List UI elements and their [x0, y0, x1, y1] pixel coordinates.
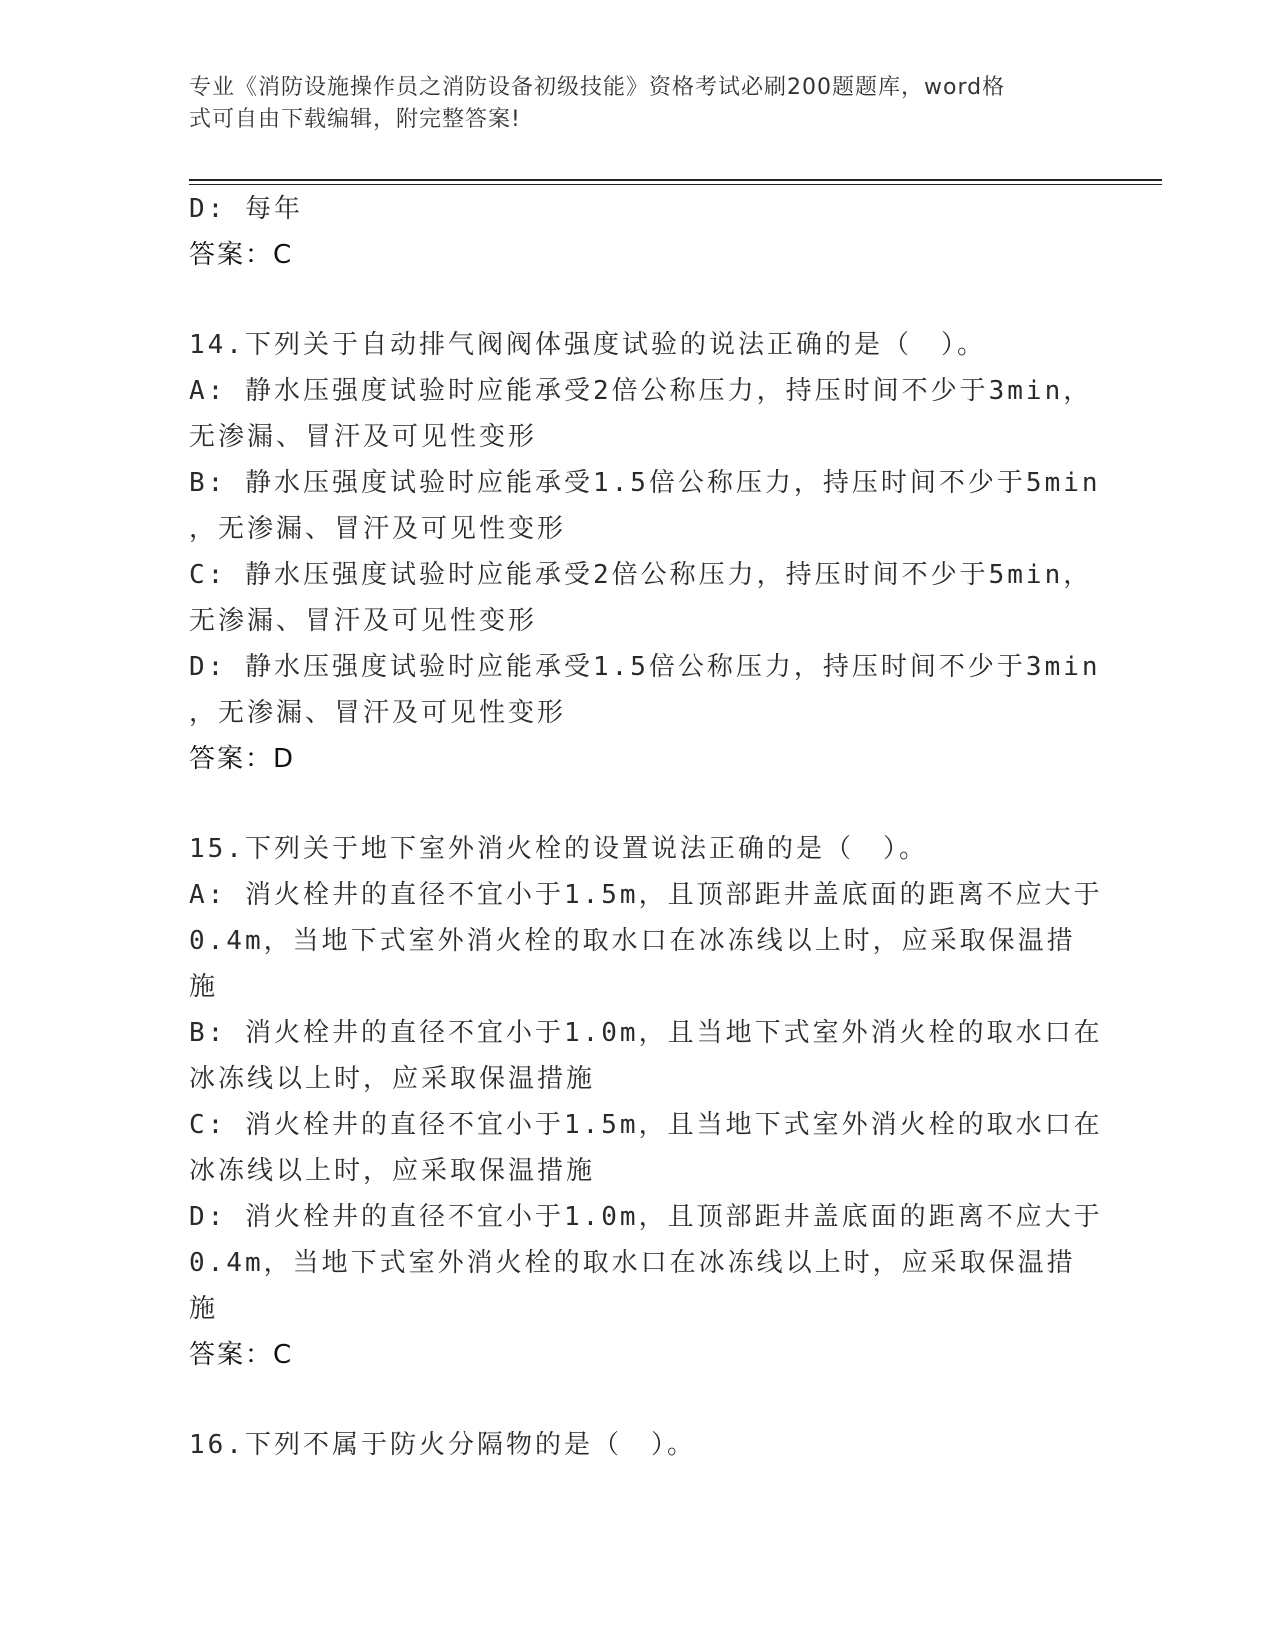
answer-line: 答案：D — [189, 744, 296, 774]
question-spacer — [189, 782, 1089, 826]
option-a-continued: 无渗漏、冒汗及可见性变形 — [189, 422, 538, 452]
question-spacer — [189, 278, 1089, 322]
question-15 — [189, 826, 1103, 1378]
header-divider-thin — [189, 184, 1162, 185]
option-d-continued: ，无渗漏、冒汗及可见性变形 — [189, 698, 567, 728]
option-d-continued-2: 施 — [189, 1294, 219, 1324]
question-stem: 16.下列不属于防火分隔物的是（ ）。 — [189, 1430, 696, 1460]
option-a-continued-2: 施 — [189, 972, 219, 1002]
option-a: A: 静水压强度试验时应能承受2倍公称压力，持压时间不少于3min， — [189, 376, 1093, 406]
answer-line: 答案：C — [189, 240, 294, 270]
option-a: A: 消火栓井的直径不宜小于1.5m，且顶部距井盖底面的距离不应大于 — [189, 880, 1103, 910]
option-c: C: 静水压强度试验时应能承受2倍公称压力，持压时间不少于5min， — [189, 560, 1093, 590]
option-c: C: 消火栓井的直径不宜小于1.5m，且当地下式室外消火栓的取水口在 — [189, 1110, 1103, 1140]
header-divider-thick — [189, 179, 1162, 181]
header-title-line-2: 式可自由下载编辑，附完整答案! — [189, 107, 521, 132]
option-d: D: 每年 — [189, 194, 303, 224]
question-stem: 14.下列关于自动排气阀阀体强度试验的说法正确的是（ ）。 — [189, 330, 986, 360]
option-c-continued: 冰冻线以上时，应采取保温措施 — [189, 1156, 596, 1186]
option-b-continued: ，无渗漏、冒汗及可见性变形 — [189, 514, 567, 544]
previous-question-tail — [189, 186, 1089, 278]
option-a-continued: 0.4m，当地下式室外消火栓的取水口在冰冻线以上时，应采取保温措 — [189, 926, 1076, 956]
question-spacer — [189, 1378, 1089, 1422]
option-c-continued: 无渗漏、冒汗及可见性变形 — [189, 606, 538, 636]
question-16 — [189, 1422, 1089, 1468]
option-d: D: 消火栓井的直径不宜小于1.0m，且顶部距井盖底面的距离不应大于 — [189, 1202, 1103, 1232]
question-stem: 15.下列关于地下室外消火栓的设置说法正确的是（ ）。 — [189, 834, 928, 864]
option-d-continued: 0.4m，当地下式室外消火栓的取水口在冰冻线以上时，应采取保温措 — [189, 1248, 1076, 1278]
option-b-continued: 冰冻线以上时，应采取保温措施 — [189, 1064, 596, 1094]
question-14 — [189, 322, 1101, 782]
document-header — [189, 72, 1089, 136]
option-d: D: 静水压强度试验时应能承受1.5倍公称压力，持压时间不少于3min — [189, 652, 1101, 682]
option-b: B: 消火栓井的直径不宜小于1.0m，且当地下式室外消火栓的取水口在 — [189, 1018, 1103, 1048]
answer-line: 答案：C — [189, 1340, 294, 1370]
question-content — [189, 186, 1103, 1468]
option-b: B: 静水压强度试验时应能承受1.5倍公称压力，持压时间不少于5min — [189, 468, 1101, 498]
header-title-line-1: 专业《消防设施操作员之消防设备初级技能》资格考试必刷200题题库，word格 — [189, 75, 1006, 100]
